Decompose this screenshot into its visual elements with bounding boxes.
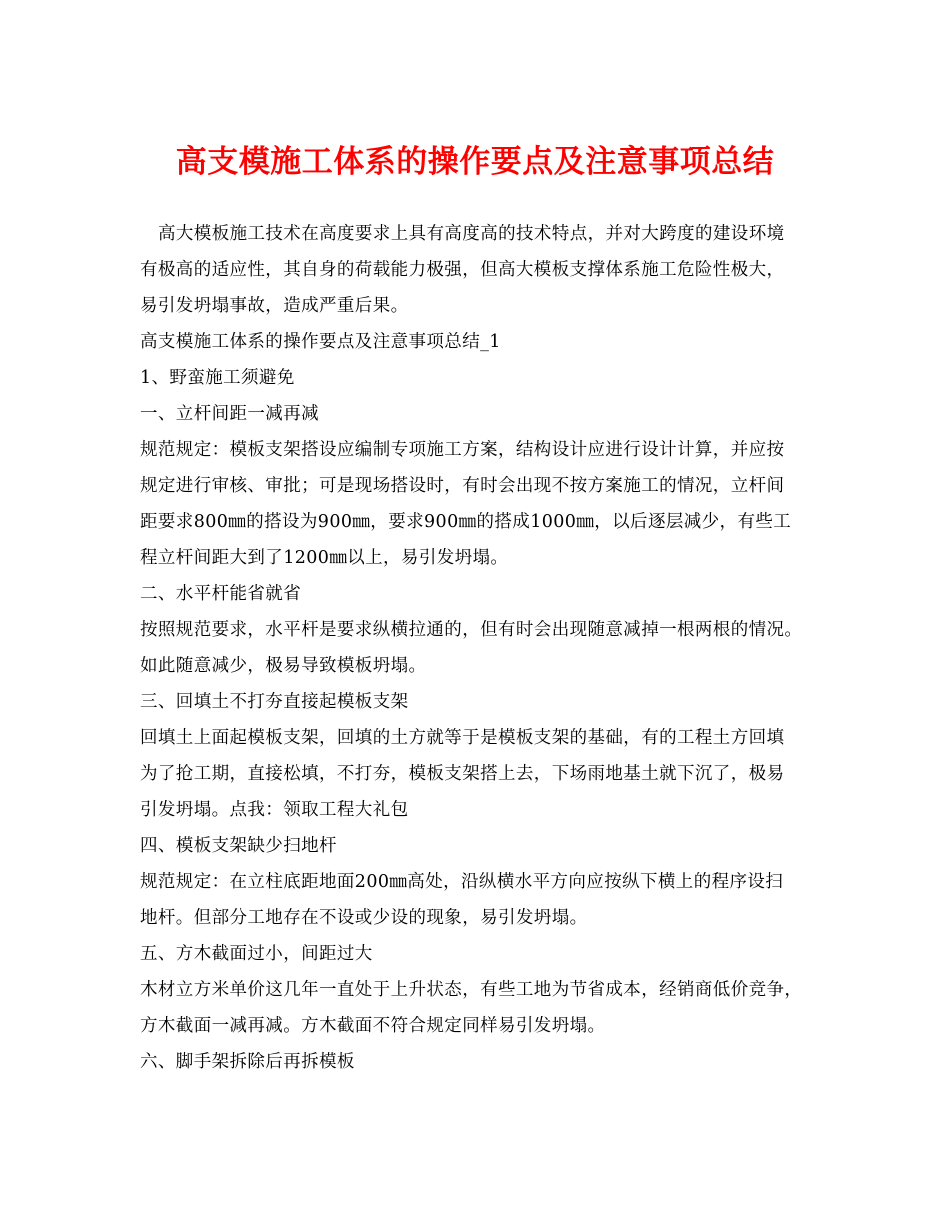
text-line: 回填土上面起模板支架，回填的土方就等于是模板支架的基础，有的工程土方回填 — [140, 728, 785, 748]
item-heading — [140, 940, 830, 969]
text-line: 引发坍塌。点我：领取工程大礼包 — [140, 800, 409, 820]
document-body — [140, 220, 830, 1084]
text-line: 三、回填土不打夯直接起模板支架 — [140, 692, 409, 712]
text-line: 规范规定：在立柱底距地面200㎜高处，沿纵横水平方向应按纵下横上的程序设扫 — [140, 872, 784, 892]
subtitle-line — [140, 328, 830, 357]
document-title: 高支模施工体系的操作要点及注意事项总结 — [175, 144, 775, 180]
text-line: 规定进行审核、审批；可是现场搭设时，有时会出现不按方案施工的情况，立杆间 — [140, 476, 785, 496]
text-line: 五、方木截面过小，间距过大 — [140, 944, 373, 964]
text-line: 易引发坍塌事故，造成严重后果。 — [140, 296, 409, 316]
item-heading — [140, 688, 830, 717]
text-line: 四、模板支架缺少扫地杆 — [140, 836, 337, 856]
item-heading — [140, 400, 830, 429]
text-line: 二、水平杆能省就省 — [140, 584, 302, 604]
text-line: 方木截面一减再减。方木截面不符合规定同样易引发坍塌。 — [140, 1016, 606, 1036]
text-line: 为了抢工期，直接松填，不打夯，模板支架搭上去，下场雨地基土就下沉了，极易 — [140, 764, 785, 784]
text-line: 程立杆间距大到了1200㎜以上，易引发坍塌。 — [140, 548, 509, 568]
paragraph — [140, 724, 830, 825]
item-heading — [140, 1048, 830, 1077]
text-line: 如此随意减少，极易导致模板坍塌。 — [140, 656, 427, 676]
paragraph — [140, 616, 830, 681]
text-line: 有极高的适应性，其自身的荷载能力极强，但高大模板支撑体系施工危险性极大， — [140, 260, 785, 280]
paragraph — [140, 976, 830, 1041]
text-line: 高大模板施工技术在高度要求上具有高度高的技术特点，并对大跨度的建设环境 — [158, 224, 785, 244]
text-line: 木材立方米单价这几年一直处于上升状态，有些工地为节省成本，经销商低价竞争， — [140, 980, 803, 1000]
paragraph-intro — [140, 220, 830, 321]
section-heading — [140, 364, 830, 393]
text-line: 规范规定：模板支架搭设应编制专项施工方案，结构设计应进行设计计算，并应按 — [140, 440, 785, 460]
paragraph — [140, 436, 830, 573]
text-line: 距要求800㎜的搭设为900㎜，要求900㎜的搭成1000㎜，以后逐层减少，有些工 — [140, 512, 792, 532]
paragraph — [140, 868, 830, 933]
text-line: 1、野蛮施工须避免 — [140, 368, 295, 388]
text-line: 一、立杆间距一减再减 — [140, 404, 319, 424]
text-line: 六、脚手架拆除后再拆模板 — [140, 1052, 355, 1072]
item-heading — [140, 832, 830, 861]
text-line: 地杆。但部分工地存在不设或少设的现象，易引发坍塌。 — [140, 908, 588, 928]
item-heading — [140, 580, 830, 609]
text-line: 高支模施工体系的操作要点及注意事项总结_1 — [140, 332, 501, 352]
text-line: 按照规范要求，水平杆是要求纵横拉通的，但有时会出现随意减掉一根两根的情况。 — [140, 620, 803, 640]
